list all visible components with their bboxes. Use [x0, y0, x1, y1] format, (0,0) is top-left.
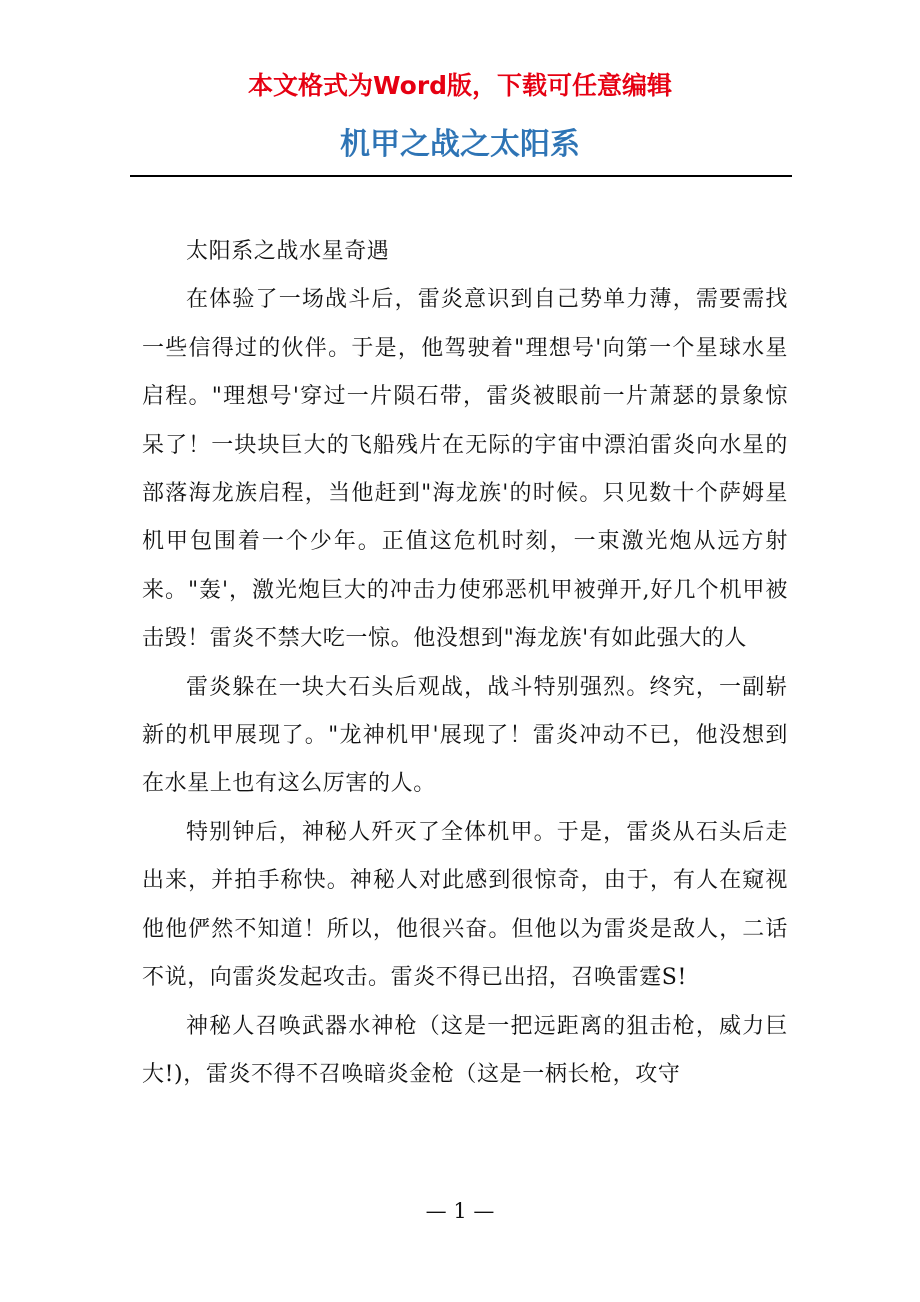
header-divider — [130, 175, 792, 177]
page-number: — 1 — — [425, 1199, 495, 1223]
paragraph: 在体验了一场战斗后，雷炎意识到自己势单力薄，需要需找一些信得过的伙伴。于是，他驾驶着"理想号'向第一个星球水星启程。"理想号'穿过一片陨石带，雷炎被眼前一片萧瑟的景象惊呆了！一块块巨大的飞船残片在无际的宇宙中漂泊雷炎向水星的部落海龙族启程，当他赶到"海龙族'的时候。只见数十个萨姆星机甲包围着一个少年。正值这危机时刻，一束激光炮从远方射来。"轰'，激光炮巨大的冲击力使邪恶机甲被弹开,好几个机甲被击毁！雷炎不禁大吃一惊。他没想到"海龙族'有如此强大的人 — [142, 287, 788, 652]
paragraph-subtitle: 太阳系之战水星奇遇 — [186, 239, 390, 264]
format-notice: 本文格式为Word版，下载可任意编辑 — [247, 71, 673, 100]
paragraph: 雷炎躲在一块大石头后观战，战斗特别强烈。终究，一副崭新的机甲展现了。"龙神机甲'展现了！雷炎冲动不已，他没想到在水星上也有这么厉害的人。 — [142, 674, 788, 797]
document-body — [142, 228, 788, 1099]
paragraph: 神秘人召唤武器水神枪（这是一把远距离的狙击枪，威力巨大!)，雷炎不得不召唤暗炎金枪（这是一柄长枪，攻守 — [142, 1013, 788, 1087]
paragraph: 特别钟后，神秘人歼灭了全体机甲。于是，雷炎从石头后走出来，并拍手称快。神秘人对此感到很惊奇，由于，有人在窥视他他俨然不知道！所以，他很兴奋。但他以为雷炎是敌人，二话不说，向雷炎发起攻击。雷炎不得已出招，召唤雷霆S! — [142, 819, 788, 991]
document-title: 机甲之战之太阳系 — [340, 127, 580, 162]
